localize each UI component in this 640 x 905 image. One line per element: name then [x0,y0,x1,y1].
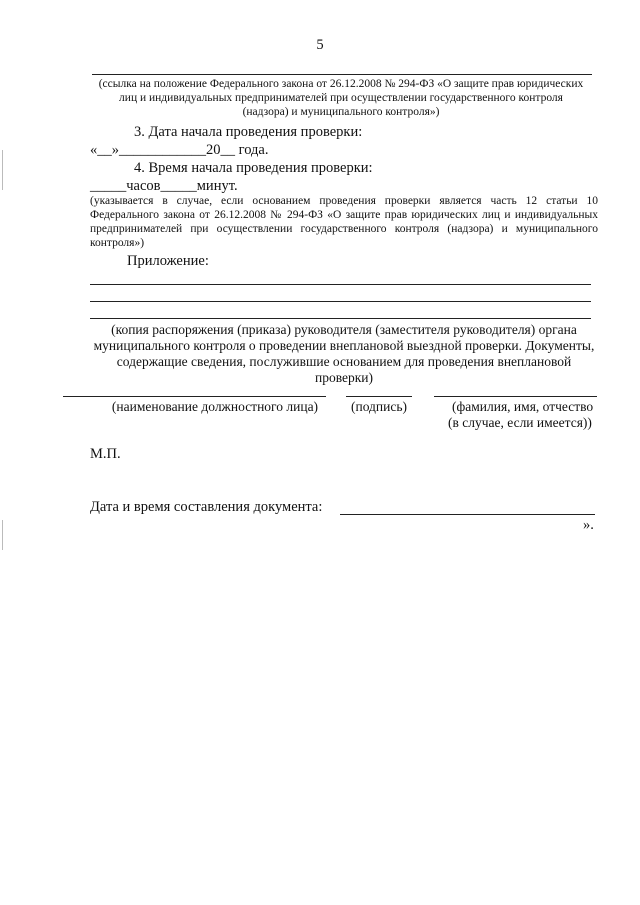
scan-edge-mark [2,520,3,550]
start-time-field: _____часов_____минут. [90,178,238,194]
official-caption: (наименование должностного лица) [111,399,319,414]
doc-datetime-label: Дата и время составления документа: [90,499,323,515]
item4-heading: 4. Время начала проведения проверки: [134,160,373,176]
start-date-field: «__»____________20__ года. [90,142,269,158]
law-ref-line [92,74,592,75]
scan-edge-mark [2,150,3,190]
name-caption-line2: (в случае, если имеется)) [448,415,592,430]
signature-line [346,396,412,397]
law-ref-caption: (ссылка на положение Федерального закона от 26.12.2008 № 294-ФЗ «О защите прав юридических лиц и индивидуальных предпринимателей при осуществлении государственного контроля (надзора) и муниципального контроля») [98,78,584,118]
stamp-place: М.П. [90,446,121,462]
item4-note: (указывается в случае, если основанием проведения проверки является часть 12 статьи 10 Федерального закона от 26.12.2008 № 294-ФЗ «О защите прав юридических лиц и индивидуальных предпринимателей при осуществлении государственного контроля (надзора) и муниципального контроля») [90,195,598,249]
official-line [63,396,326,397]
page-number: 5 [316,37,324,53]
attachment-caption: (копия распоряжения (приказа) руководителя (заместителя руководителя) органа муниципального контроля о проведении внеплановой выездной проверки. Документы, содержащие сведения, послужившие основанием для проведения внеплановой проверки) [93,322,595,385]
name-caption-line1: (фамилия, имя, отчество [452,399,594,414]
attachment-line-3 [90,318,591,319]
signature-caption: (подпись) [350,399,408,414]
attachment-line-2 [90,301,591,302]
attachment-line-1 [90,284,591,285]
doc-datetime-line [340,514,595,515]
attachment-heading: Приложение: [127,253,209,269]
full-name-line [434,396,597,397]
doc-datetime-closing: ». [583,517,594,533]
item3-heading: 3. Дата начала проведения проверки: [134,124,363,140]
